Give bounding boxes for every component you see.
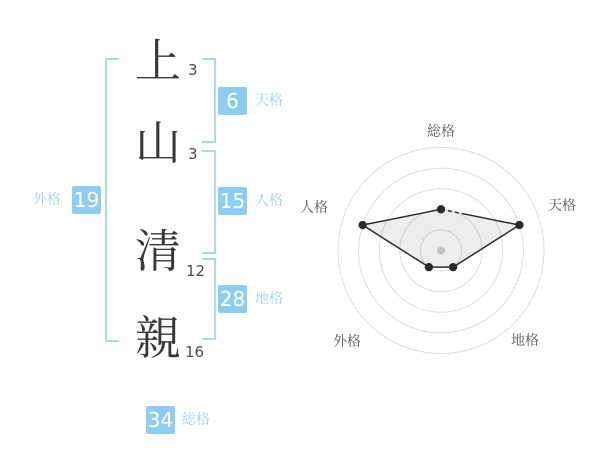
jinkaku-badge: 15: [219, 189, 246, 213]
stroke-count-2: 3: [188, 145, 198, 163]
name-char-2: 山: [135, 116, 181, 170]
radar-center-dot: [437, 247, 445, 255]
radar-axis-label-jinkaku: 人格: [300, 200, 328, 216]
soukaku-label: 総格: [182, 412, 210, 428]
gaikaku-bracket: [105, 58, 119, 342]
chikaku-badge: 28: [219, 287, 246, 311]
gaikaku-label: 外格: [33, 192, 61, 208]
soukaku-badge: 34: [147, 408, 174, 432]
radar-vertex-dot: [437, 205, 445, 213]
radar-chart: [296, 118, 586, 363]
jinkaku-label: 人格: [255, 193, 283, 209]
radar-vertex-dot: [425, 263, 433, 271]
tenkaku-bracket: [202, 58, 216, 143]
stroke-count-3: 12: [186, 262, 206, 280]
stroke-count-1: 3: [188, 61, 198, 79]
name-char-1: 上: [135, 34, 181, 88]
radar-area: [363, 209, 520, 267]
gaikaku-badge: 19: [73, 188, 100, 212]
stroke-count-4: 16: [185, 343, 205, 361]
radar-vertex-dot: [449, 263, 457, 271]
name-char-4: 親: [135, 311, 181, 365]
radar-vertex-dot: [358, 221, 366, 229]
radar-axis-label-chikaku: 地格: [511, 333, 539, 349]
tenkaku-badge: 6: [218, 87, 247, 115]
name-char-3: 清: [135, 224, 181, 278]
chikaku-label: 地格: [255, 291, 283, 307]
radar-vertex-dot: [515, 221, 523, 229]
jinkaku-bracket: [202, 150, 216, 254]
radar-axis-label-soukaku: 総格: [427, 124, 455, 140]
radar-axis-label-tenkaku: 天格: [548, 198, 576, 214]
tenkaku-label: 天格: [255, 93, 283, 109]
radar-axis-label-gaikaku: 外格: [333, 334, 361, 350]
